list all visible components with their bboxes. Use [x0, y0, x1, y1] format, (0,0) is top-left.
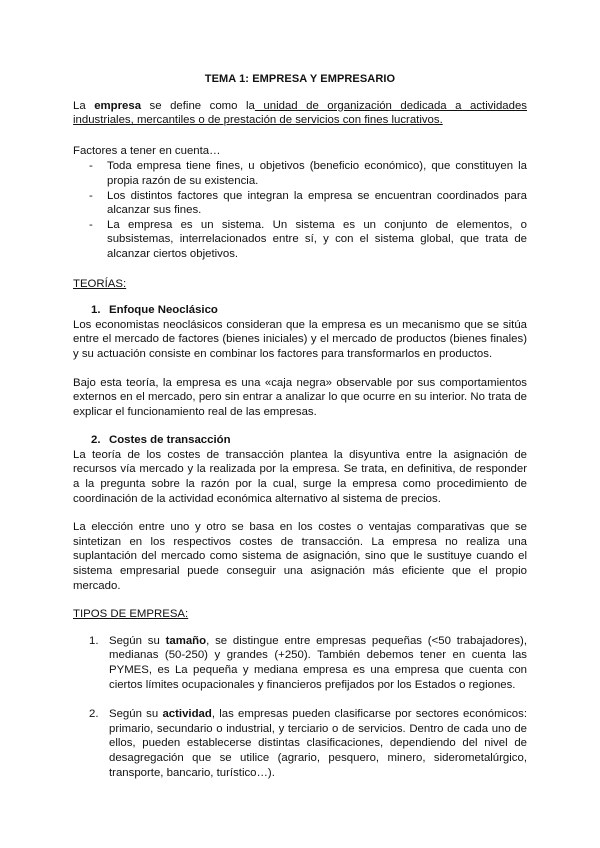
type-lead: Según su: [109, 634, 166, 647]
intro-mid: se define como la: [141, 99, 255, 112]
type-keyword: tamaño: [165, 634, 207, 647]
theory-number: 1.: [91, 304, 101, 317]
type-number: 2.: [89, 708, 99, 721]
type-item-activity: [89, 707, 527, 780]
type-item-size: [89, 634, 527, 692]
theory-paragraph: Bajo esta teoría, la empresa es una «caja negra» observable por sus comportamientos externos en el mercado, pero sin entrar a analizar lo que ocurre en su interior. No trata de explicar el funcionamiento real de las empresas.: [73, 376, 527, 418]
theory-heading-transaction: [73, 433, 527, 448]
page-title: TEMA 1: EMPRESA Y EMPRESARIO: [204, 73, 396, 85]
document-body: [73, 72, 527, 795]
intro-term: empresa: [94, 99, 142, 112]
theory-title: Costes de transacción: [109, 434, 231, 447]
theory-heading-neoclassical: [73, 303, 527, 318]
type-text: , se distingue entre empresas pequeñas (<50 trabajadores), medianas (50-250) y grandes (+250). También debemos tener en cuenta las PYMES, es La pequeña y mediana empresa es una empresa que cuenta con ciertos límites ocupacionales y financieros prefijados por los Estados o regiones.: [109, 634, 527, 691]
theory-paragraph: La teoría de los costes de transacción plantea la disyuntiva entre la asignación de recursos vía mercado y la realizada por la empresa. Se trata, en definitiva, de responder a la pregunta sobre la razón por la cual, surge la empresa como procedimiento de coordinación de la actividad económica alternativo al sistema de precios.: [73, 448, 527, 505]
theory-paragraph: La elección entre uno y otro se basa en los costes o ventajas comparativas que se sintetizan en los respectivos costes de transacción. La empresa no realiza una suplantación del mercado como sistema de asignación, sino que le sustituye cuando el sistema empresarial puede conseguir una asignación más eficiente que el propio mercado.: [73, 521, 527, 592]
type-lead: Según su: [109, 708, 163, 721]
type-text: , las empresas pueden clasificarse por sectores económicos: primario, secundario o industrial, y terciario o de servicios. Dentro de cada uno de ellos, pueden establecerse distintas clasificaciones, dependiendo del nivel de desagregación que se utilice (agrario, pesquero, minero, siderometalúrgico, transporte, bancario, turístico…).: [109, 708, 527, 779]
type-keyword: actividad: [162, 708, 212, 721]
type-number: 1.: [89, 634, 99, 647]
theory-paragraph: Los economistas neoclásicos consideran que la empresa es un mecanismo que se sitúa entre el mercado de factores (bienes iniciales) y el mercado de productos (bienes finales) y su actuación consiste en combinar los factores para transformarlos en productos.: [73, 318, 527, 360]
intro-paragraph: [73, 99, 527, 128]
intro-definition: unidad de organización dedicada a actividades industriales, mercantiles o de prestación de servicios con fines lucrativos.: [73, 99, 527, 127]
intro-lead: La: [73, 99, 95, 112]
theories-heading: TEORÍAS:: [73, 277, 127, 290]
factors-lead: Factores a tener en cuenta…: [73, 144, 221, 157]
factors-list: [73, 159, 527, 261]
theory-title: Enfoque Neoclásico: [109, 304, 218, 317]
factor-item: - Toda empresa tiene fines, u objetivos (beneficio económico), que constituyen la propia razón de su existencia.: [107, 159, 527, 188]
factor-item: - La empresa es un sistema. Un sistema es un conjunto de elementos, o subsistemas, interrelacionados entre sí, y con el sistema global, que trata de alcanzar ciertos objetivos.: [107, 218, 527, 262]
types-heading: TIPOS DE EMPRESA:: [73, 608, 189, 621]
theory-number: 2.: [91, 434, 101, 447]
factor-item: - Los distintos factores que integran la empresa se encuentran coordinados para alcanzar sus fines.: [107, 189, 527, 218]
types-list: [73, 634, 527, 780]
